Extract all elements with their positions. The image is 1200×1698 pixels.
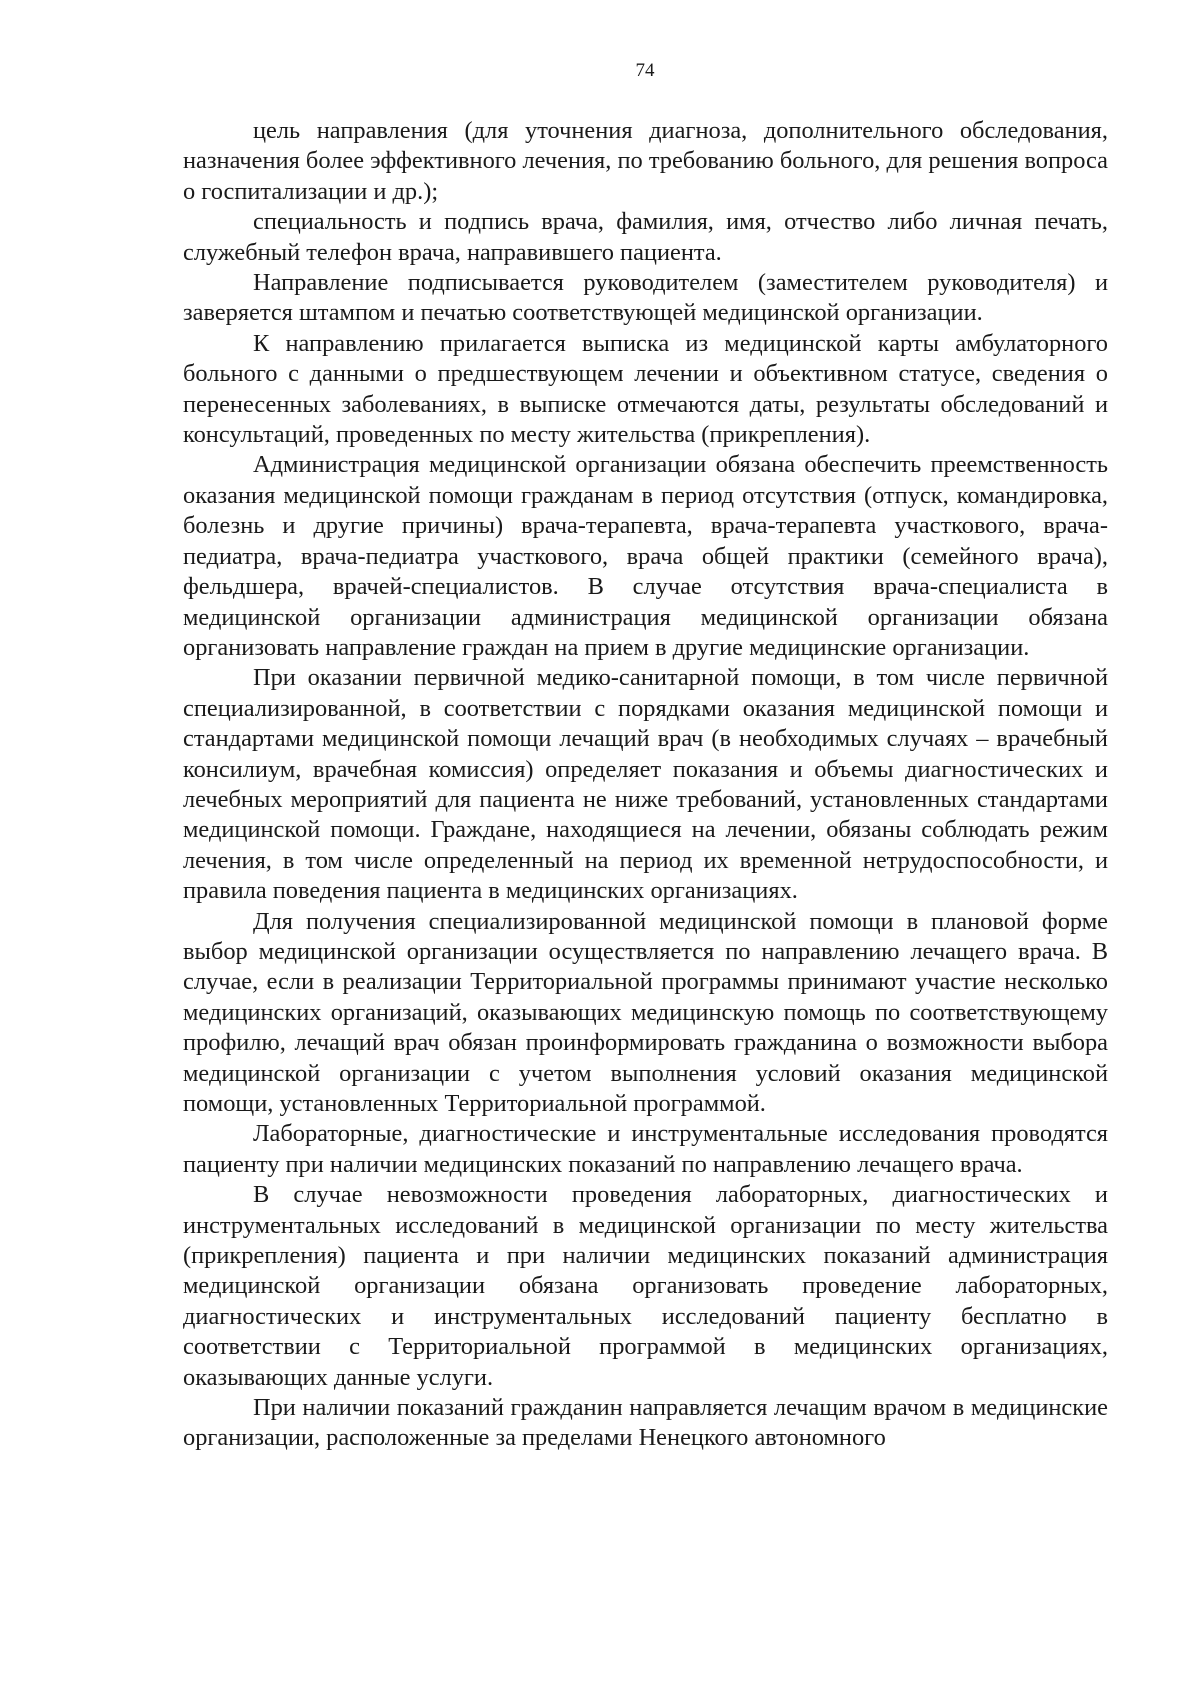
paragraph-medical-record-extract: К направлению прилагается выписка из медицинской карты амбулаторного больного с данными о предшествующем лечении и объективном статусе, сведения о перенесенных заболеваниях, в выписке отмечаются даты, результаты обследований и консультаций, проведенных по месту жительства (прикрепления).: [183, 329, 1108, 449]
paragraph-continuity-of-care: Администрация медицинской организации обязана обеспечить преемственность оказания медицинской помощи гражданам в период отсутствия (отпуск, командировка, болезнь и другие причины) врача-терапевта, врача-терапевта участкового, врача-педиатра, врача-педиатра участкового, врача общей практики (семейного врача), фельдшера, врачей-специалистов. В случае отсутствия врача-специалиста в медицинской организации администрация медицинской организации обязана организовать направление граждан на прием в другие медицинские организации.: [183, 451, 1108, 661]
page-number: 74: [635, 60, 655, 81]
paragraph-doctor-signature: специальность и подпись врача, фамилия, имя, отчество либо личная печать, служебный телефон врача, направившего пациента.: [183, 208, 1108, 266]
paragraph-specialized-care: Для получения специализированной медицинской помощи в плановой форме выбор медицинской организации осуществляется по направлению лечащего врача. В случае, если в реализации Территориальной программы принимают участие несколько медицинских организаций, оказывающих медицинскую помощь по соответствующему профилю, лечащий врач обязан проинформировать гражданина о возможности выбора медицинской организации с учетом выполнения условий оказания медицинской помощи, установленных Территориальной программой.: [183, 907, 1108, 1117]
paragraph-lab-diagnostics: Лабораторные, диагностические и инструментальные исследования проводятся пациенту при наличии медицинских показаний по направлению лечащего врача.: [183, 1120, 1108, 1178]
paragraph-external-referral: При наличии показаний гражданин направляется лечащим врачом в медицинские организации, расположенные за пределами Ненецкого автономного: [183, 1394, 1108, 1452]
document-body: [183, 116, 1108, 1454]
paragraph-referral-purpose: цель направления (для уточнения диагноза, дополнительного обследования, назначения более эффективного лечения, по требованию больного, для решения вопроса о госпитализации и др.);: [183, 117, 1108, 205]
paragraph-primary-care: При оказании первичной медико-санитарной помощи, в том числе первичной специализированной, в соответствии с порядками оказания медицинской помощи и стандартами медицинской помощи лечащий врач (в необходимых случаях – врачебный консилиум, врачебная комиссия) определяет показания и объемы диагностических и лечебных мероприятий для пациента не ниже требований, установленных стандартами медицинской помощи. Граждане, находящиеся на лечении, обязаны соблюдать режим лечения, в том числе определенный на период их временной нетрудоспособности, и правила поведения пациента в медицинских организациях.: [183, 664, 1108, 905]
paragraph-referral-signing: Направление подписывается руководителем (заместителем руководителя) и заверяется штампом и печатью соответствующей медицинской организации.: [183, 269, 1108, 327]
paragraph-lab-unavailable: В случае невозможности проведения лабораторных, диагностических и инструментальных исследований в медицинской организации по месту жительства (прикрепления) пациента и при наличии медицинских показаний администрация медицинской организации обязана организовать проведение лабораторных, диагностических и инструментальных исследований пациенту бесплатно в соответствии с Территориальной программой в медицинских организациях, оказывающих данные услуги.: [183, 1181, 1108, 1391]
